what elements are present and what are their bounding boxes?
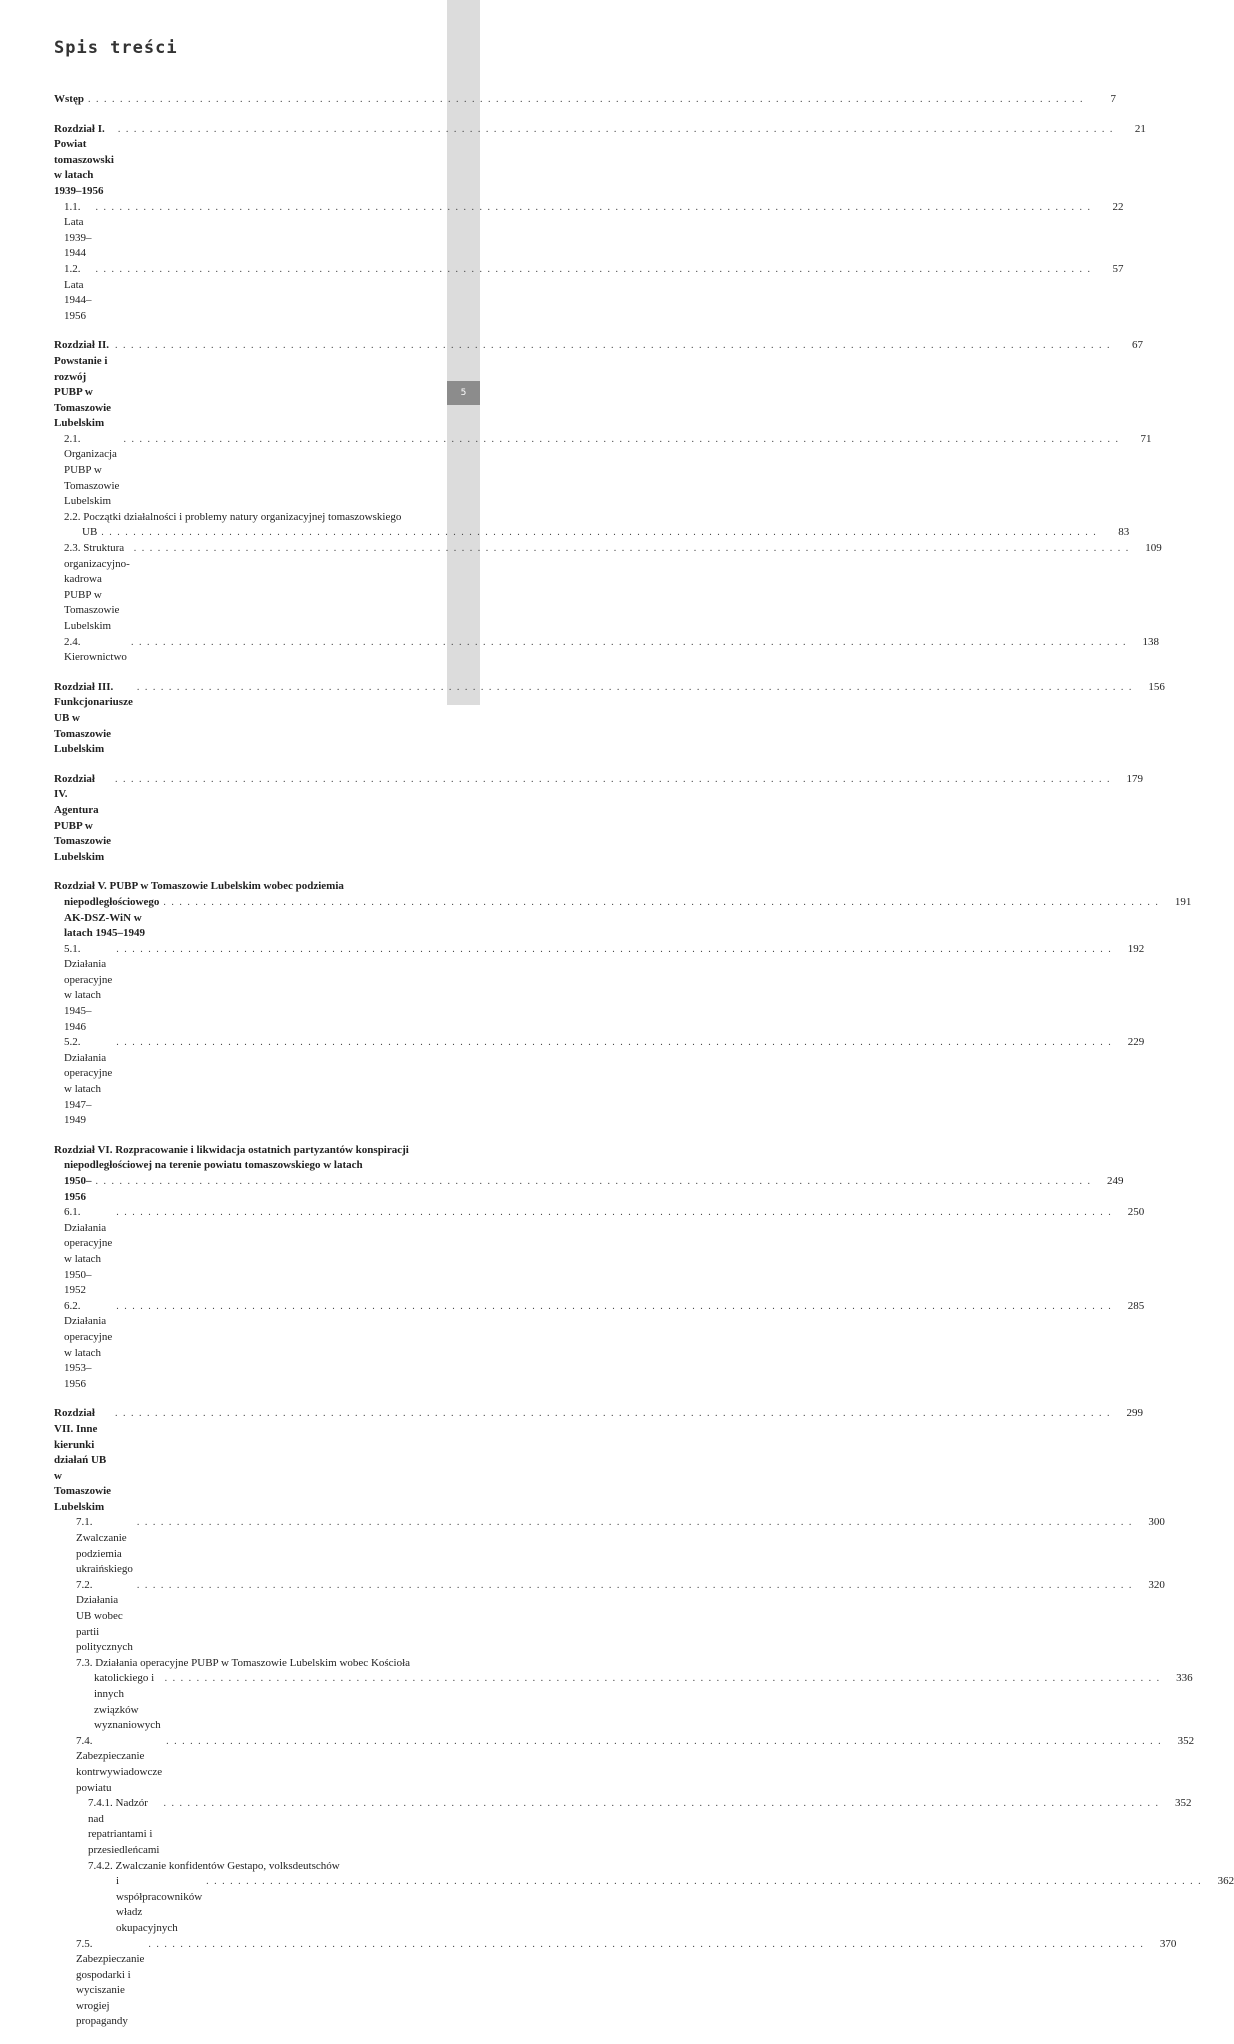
dot-leader	[96, 1174, 1092, 1190]
toc-entry-subsection[interactable]	[54, 1035, 1145, 1129]
toc-entry-title: 5.2. Działania operacyjne w latach 1947–1949	[64, 1036, 113, 1127]
toc-entry-title: 5.1. Działania operacyjne w latach 1945–1946	[64, 942, 113, 1033]
dot-leader	[165, 1671, 1161, 1687]
toc-entry-chapter[interactable]	[54, 1406, 1144, 1515]
toc-entry-chapter[interactable]	[54, 122, 1146, 200]
dot-leader	[137, 1515, 1133, 1531]
dot-leader	[96, 262, 1092, 278]
toc-entry-page: 352	[1177, 1734, 1195, 1747]
toc-entry-subsection[interactable]	[54, 1656, 1193, 1734]
toc-entry-subsection[interactable]	[54, 200, 1124, 262]
toc-entry-subsection[interactable]	[54, 635, 1159, 666]
toc-entry-page: 21	[1134, 122, 1146, 135]
dot-leader	[101, 525, 1097, 541]
dot-leader	[134, 541, 1130, 557]
toc-entry-title: 7.2. Działania UB wobec partii politycznych	[76, 1578, 133, 1654]
page-title: Spis treści	[54, 38, 178, 58]
toc-entry-subsection[interactable]	[54, 432, 1152, 510]
toc-entry-title: 1.1. Lata 1939–1944	[64, 200, 92, 260]
toc-entry-title-line: 7.3. Działania operacyjne PUBP w Tomaszowie Lubelskim wobec Kościoła	[76, 1656, 411, 1669]
toc-entry-title-line: UB	[82, 526, 98, 539]
toc-entry-page: 192	[1127, 942, 1145, 955]
dot-leader	[116, 1205, 1112, 1221]
toc-entry-title: 7.1. Zwalczanie podziemia ukraińskiego	[76, 1516, 133, 1576]
dot-leader	[115, 772, 1111, 788]
toc-entry-chapter[interactable]	[54, 338, 1144, 432]
toc-entry-title-line: 2.2. Początki działalności i problemy natury organizacyjnej tomaszowskiego	[64, 510, 402, 523]
dot-leader	[137, 1578, 1133, 1594]
toc-entry-subsection[interactable]	[54, 942, 1145, 1036]
toc-entry-page: 191	[1174, 895, 1192, 908]
toc-entry-page: 249	[1107, 1175, 1124, 1187]
toc-entry-title: Wstęp	[54, 93, 84, 105]
dot-leader	[123, 432, 1119, 448]
toc-entry-chapter[interactable]	[54, 772, 1144, 866]
dot-leader	[96, 200, 1092, 216]
dot-leader	[115, 338, 1111, 354]
toc-entry-page: 250	[1127, 1206, 1145, 1219]
toc-section-chapter-4	[54, 772, 1144, 866]
toc-entry-title-line: i współpracowników władz okupacyjnych	[116, 1875, 203, 1934]
toc-entry-title: Rozdział II. Powstanie i rozwój PUBP w Tomaszowie Lubelskim	[54, 339, 112, 430]
toc-entry-title: 6.2. Działania operacyjne w latach 1953–1956	[64, 1299, 113, 1390]
toc-entry-title: 7.5. Zabezpieczanie gospodarki i wyciszanie wrogiej propagandy	[76, 1937, 145, 2028]
page-number: 5	[460, 388, 467, 398]
toc-entry-title: 7.4.1. Nadzór nad repatriantami i przesiedleńcami	[88, 1797, 160, 1856]
toc-entry-title-line: Rozdział VI. Rozpracowanie i likwidacja ostatnich partyzantów konspiracji	[54, 1143, 409, 1156]
toc-section-intro	[54, 92, 1116, 108]
toc-section-chapter-3	[54, 680, 1165, 758]
toc-entry-chapter[interactable]	[54, 680, 1165, 758]
toc-entry-subsection[interactable]	[54, 262, 1124, 324]
toc-entry-last-line	[88, 1874, 1234, 1936]
dot-leader	[137, 680, 1133, 696]
dot-leader	[131, 635, 1127, 651]
toc-entry-intro[interactable]	[54, 92, 1116, 108]
toc-entry-subsection[interactable]	[54, 541, 1162, 635]
toc-entry-title: Rozdział I. Powiat tomaszowski w latach 1939–1956	[54, 122, 114, 197]
dot-leader	[206, 1874, 1202, 1890]
toc-entry-page: 362	[1217, 1875, 1234, 1888]
toc-section-chapter-7	[54, 1406, 1234, 2030]
dot-leader	[88, 92, 1084, 108]
toc-entry-page: 7	[1110, 93, 1116, 105]
toc-section-chapter-1	[54, 122, 1146, 325]
toc-entry-page: 156	[1148, 680, 1165, 693]
toc-entry-last-line	[64, 525, 1130, 541]
toc-entry-subsubsection[interactable]	[54, 1859, 1234, 1937]
toc-entry-page: 83	[1118, 526, 1130, 539]
toc-section-chapter-6	[54, 1143, 1145, 1393]
toc-entry-page: 22	[1112, 200, 1124, 213]
dot-leader	[115, 1406, 1111, 1422]
dot-leader	[118, 122, 1114, 138]
toc-entry-subsection[interactable]	[54, 1299, 1145, 1393]
toc-entry-page: 285	[1127, 1299, 1145, 1312]
toc-entry-subsection[interactable]	[54, 1205, 1145, 1299]
toc-entry-page: 336	[1176, 1672, 1193, 1685]
toc-entry-title-line: Rozdział V. PUBP w Tomaszowie Lubelskim wobec podziemia	[54, 880, 344, 893]
toc-entry-title: 2.1. Organizacja PUBP w Tomaszowie Lubelskim	[64, 432, 120, 508]
toc-entry-subsection[interactable]	[54, 1734, 1195, 1796]
dot-leader	[148, 1937, 1144, 1953]
dot-leader	[166, 1734, 1162, 1750]
toc-entry-last-line	[54, 895, 1192, 942]
toc-entry-subsubsection[interactable]	[54, 1796, 1192, 1858]
toc-entry-title: 1.2. Lata 1944–1956	[64, 262, 92, 322]
toc-entry-title-line: katolickiego i innych związków wyznaniowych	[94, 1672, 161, 1732]
toc-entry-page: 299	[1126, 1407, 1144, 1420]
toc-entry-chapter[interactable]	[54, 879, 1192, 941]
toc-entry-title-line: niepodległościowej na terenie powiatu tomaszowskiego w latach	[64, 1159, 363, 1172]
toc-entry-page: 71	[1140, 432, 1152, 445]
toc-entry-page: 109	[1145, 542, 1162, 555]
dot-leader	[163, 1796, 1159, 1812]
toc-entry-subsection[interactable]	[54, 1937, 1177, 2031]
toc-entry-page: 179	[1126, 772, 1144, 785]
toc-entry-title: Rozdział IV. Agentura PUBP w Tomaszowie Lubelskim	[54, 772, 112, 863]
toc-entry-page: 67	[1132, 339, 1144, 352]
toc-entry-page: 352	[1174, 1797, 1192, 1810]
toc-entry-page: 370	[1159, 1937, 1177, 1950]
dot-leader	[116, 1035, 1112, 1051]
toc-entry-subsection[interactable]	[54, 510, 1130, 541]
toc-entry-title: 7.4. Zabezpieczanie kontrwywiadowcze powiatu	[76, 1734, 163, 1794]
toc-entry-subsection[interactable]	[54, 1515, 1165, 1577]
toc-entry-page: 57	[1112, 262, 1124, 275]
table-of-contents	[54, 92, 1234, 2044]
toc-entry-title: Rozdział VII. Inne kierunki działań UB w Tomaszowie Lubelskim	[54, 1407, 112, 1513]
toc-section-chapter-5	[54, 879, 1192, 1129]
toc-section-chapter-2	[54, 338, 1162, 665]
toc-entry-page: 320	[1148, 1578, 1165, 1591]
toc-entry-title: 2.4. Kierownictwo	[64, 635, 127, 664]
dot-leader	[116, 1299, 1112, 1315]
toc-entry-last-line	[76, 1671, 1193, 1733]
dot-leader	[116, 942, 1112, 958]
page-number-tab	[447, 381, 480, 405]
toc-entry-title: 2.3. Struktura organizacyjno-kadrowa PUBP w Tomaszowie Lubelskim	[64, 542, 130, 632]
toc-entry-title: 6.1. Działania operacyjne w latach 1950–1952	[64, 1206, 113, 1297]
toc-entry-subsection[interactable]	[54, 1578, 1165, 1656]
toc-entry-page: 138	[1142, 635, 1159, 648]
toc-entry-last-line	[54, 1174, 1124, 1205]
dot-leader	[163, 895, 1159, 911]
toc-entry-page: 300	[1148, 1516, 1165, 1529]
toc-entry-title-line: 1950–1956	[64, 1175, 92, 1203]
toc-entry-chapter[interactable]	[54, 1143, 1124, 1205]
toc-entry-title-line: niepodległościowego AK-DSZ-WiN w latach 1945–1949	[64, 895, 160, 940]
toc-entry-title-line: 7.4.2. Zwalczanie konfidentów Gestapo, volksdeutschów	[88, 1859, 340, 1872]
toc-entry-page: 229	[1127, 1036, 1145, 1049]
toc-entry-title: Rozdział III. Funkcjonariusze UB w Tomaszowie Lubelskim	[54, 680, 133, 756]
